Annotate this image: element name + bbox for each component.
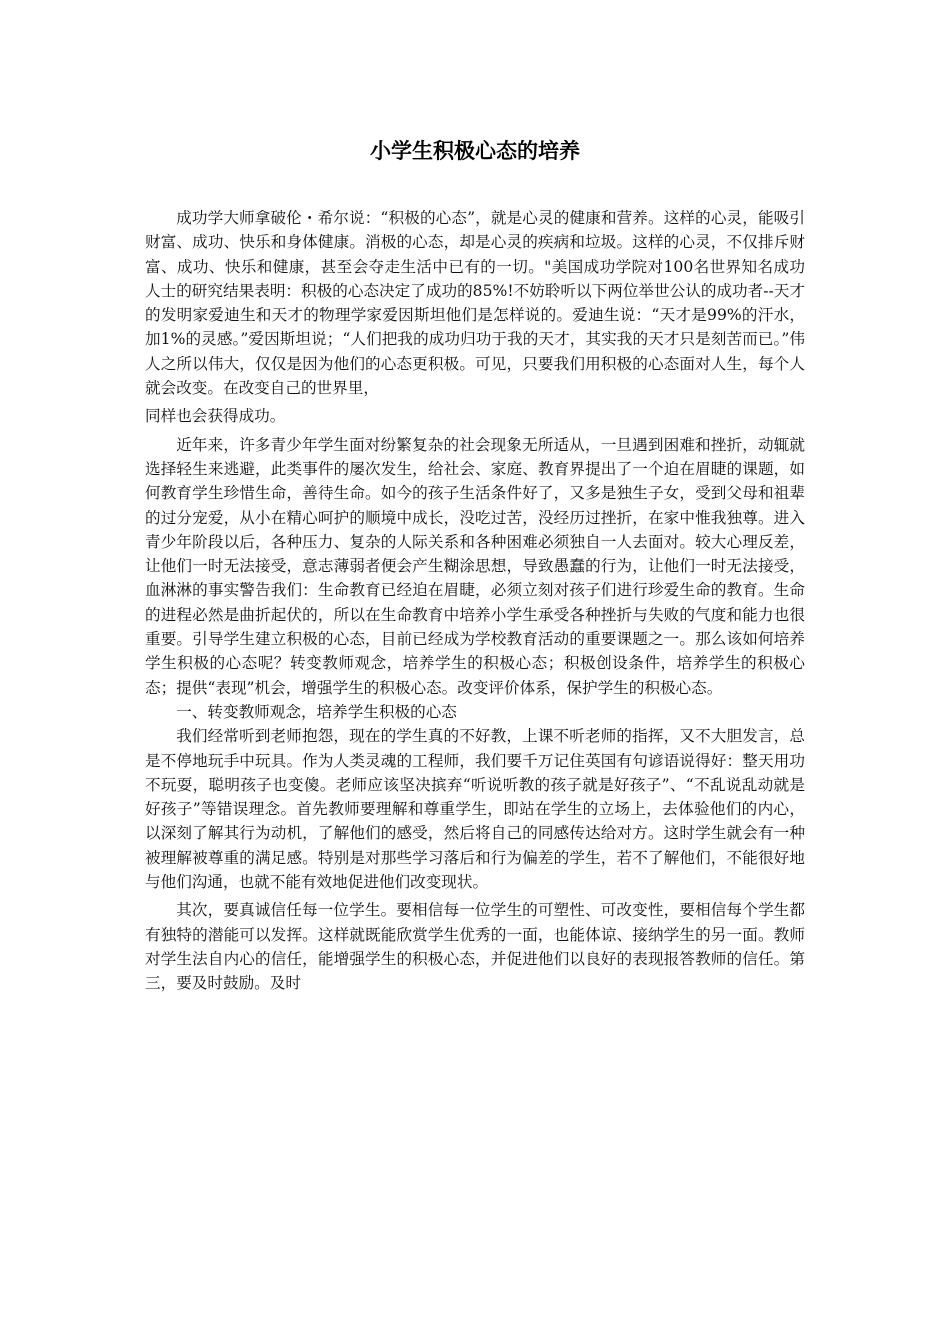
paragraph-section-1: 我们经常听到老师抱怨，现在的学生真的不好教，上课不听老师的指挥，又不大胆发言，总是不停地玩手中玩具。作为人类灵魂的工程师，我们要千万记住英国有句谚语说得好：整天用功不玩耍，聪明孩子也变傻。老师应该坚决摈弃“听说听教的孩子就是好孩子”、“不乱说乱动就是好孩子”等错误理念。首先教师要理解和尊重学生，即站在学生的立场上，去体验他们的内心，以深刻了解其行为动机，了解他们的感受，然后将自己的同感传达给对方。这时学生就会有一种被理解被尊重的满足感。特别是对那些学习落后和行为偏差的学生，若不了解他们，不能很好地与他们沟通，也就不能有效地促进他们改变现状。 bbox=[145, 727, 805, 892]
document-title: 小学生积极心态的培养 bbox=[370, 138, 580, 163]
paragraph-trust: 其次，要真诚信任每一位学生。要相信每一位学生的可塑性、可改变性，要相信每个学生都有独特的潜能可以发挥。这样就既能欣赏学生优秀的一面，也能体谅、接纳学生的另一面。教师对学生法自内心的信任，能增强学生的积极心态，并促进他们以良好的表现报答教师的信任。第三，要及时鼓励。及时 bbox=[145, 901, 805, 993]
paragraph-intro: 成功学大师拿破伦・希尔说：“积极的心态”，就是心灵的健康和营养。这样的心灵，能吸引财富、成功、快乐和身体健康。消极的心态，却是心灵的疾病和垃圾。这样的心灵，不仅排斥财富、成功、快乐和健康，甚至会夺走生活中已有的一切。"美国成功学院对100名世界知名成功人士的研究结果表明：积极的心态决定了成功的85%!不妨聆听以下两位举世公认的成功者--天才的发明家爱迪生和天才的物理学家爱因斯坦他们是怎样说的。爱迪生说：“天才是99%的汗水，加1%的灵感。”爱因斯坦说；“人们把我的成功归功于我的天才，其实我的天才只是刻苦而已。”伟人之所以伟大，仅仅是因为他们的心态更积极。可见，只要我们用积极的心态面对人生，每个人就会改变。在改变自己的世界里， bbox=[145, 209, 805, 398]
section-heading-1: 一、转变教师观念，培养学生积极的心态 bbox=[176, 702, 457, 721]
document-body bbox=[145, 206, 805, 996]
paragraph-background: 近年来，许多青少年学生面对纷繁复杂的社会现象无所适从，一旦遇到困难和挫折，动辄就选择轻生来逃避，此类事件的屡次发生，给社会、家庭、教育界提出了一个迫在眉睫的课题，如何教育学生珍惜生命，善待生命。如今的孩子生活条件好了，又多是独生子女，受到父母和祖辈的过分宠爱，从小在精心呵护的顺境中成长，没吃过苦，没经历过挫折，在家中惟我独尊。进入青少年阶段以后，各种压力、复杂的人际关系和各种困难必须独自一人去面对。较大心理反差，让他们一时无法接受，意志薄弱者便会产生糊涂思想，导致愚蠢的行为，让他们一时无法接受，血淋淋的事实警告我们：生命教育已经迫在眉睫，必须立刻对孩子们进行珍爱生命的教育。生命的进程必然是曲折起伏的，所以在生命教育中培养小学生承受各种挫折与失败的气度和能力也很重要。引导学生建立积极的心态，目前已经成为学校教育活动的重要课题之一。那么该如何培养学生积极的心态呢？转变教师观念，培养学生的积极心态；积极创设条件，培养学生的积极心态；提供“表现”机会，增强学生的积极心态。改变评价体系，保护学生的积极心态。 bbox=[145, 435, 805, 697]
paragraph-intro-continuation: 同样也会获得成功。 bbox=[145, 407, 286, 426]
